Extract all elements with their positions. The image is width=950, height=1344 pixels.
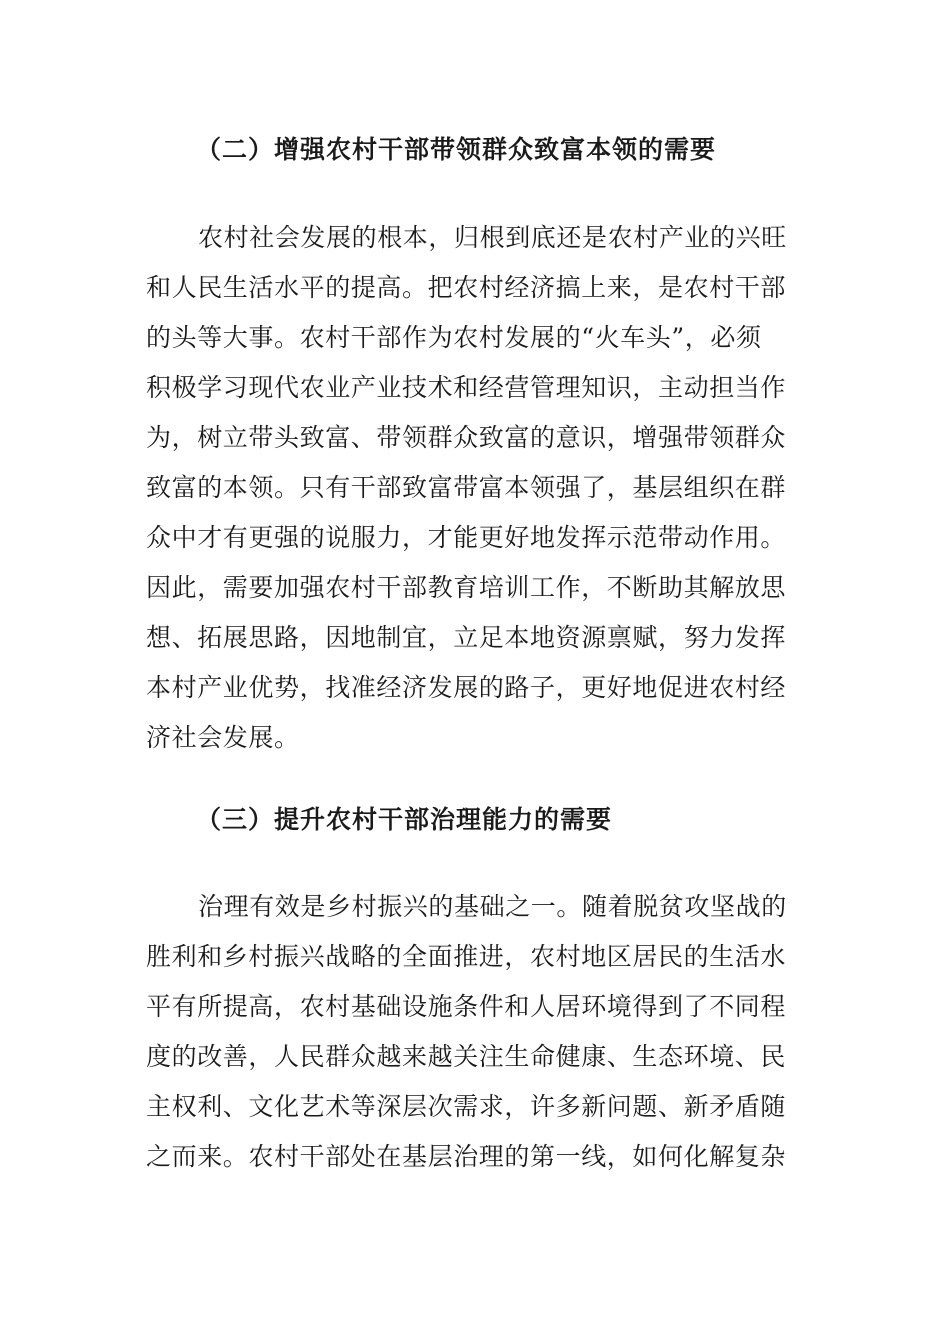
section-2-paragraph (146, 213, 786, 763)
paragraph-line: 因此，需要加强农村干部教育培训工作，不断助其解放思 (146, 573, 787, 602)
paragraph-line: 之而来。农村干部处在基层治理的第一线，如何化解复杂 (146, 1142, 787, 1171)
section-2-heading: （二）增强农村干部带领群众致富本领的需要 (196, 135, 717, 164)
section-3-heading: （三）提升农村干部治理能力的需要 (196, 805, 613, 834)
paragraph-line: 的头等大事。农村干部作为农村发展的“火车头”，必须 (146, 323, 762, 352)
paragraph-line: 胜利和乡村振兴战略的全面推进，农村地区居民的生活水 (146, 942, 787, 971)
paragraph-line: 度的改善，人民群众越来越关注生命健康、生态环境、民 (146, 1042, 787, 1071)
paragraph-line: 主权利、文化艺术等深层次需求，许多新问题、新矛盾随 (146, 1092, 787, 1121)
paragraph-line: 众中才有更强的说服力，才能更好地发挥示范带动作用。 (146, 523, 787, 552)
paragraph-line: 和人民生活水平的提高。把农村经济搞上来，是农村干部 (146, 273, 787, 302)
paragraph-line: 致富的本领。只有干部致富带富本领强了，基层组织在群 (146, 473, 787, 502)
section-3-paragraph (146, 882, 786, 1182)
paragraph-line: 为，树立带头致富、带领群众致富的意识，增强带领群众 (146, 423, 787, 452)
paragraph-line: 济社会发展。 (146, 723, 300, 752)
paragraph-line: 想、拓展思路，因地制宜，立足本地资源禀赋，努力发挥 (146, 623, 787, 652)
paragraph-line: 本村产业优势，找准经济发展的路子，更好地促进农村经 (146, 673, 787, 702)
paragraph-line: 治理有效是乡村振兴的基础之一。随着脱贫攻坚战的 (198, 892, 787, 921)
paragraph-line: 平有所提高，农村基础设施条件和人居环境得到了不同程 (146, 992, 787, 1021)
paragraph-line: 积极学习现代农业产业技术和经营管理知识，主动担当作 (146, 373, 787, 402)
paragraph-line: 农村社会发展的根本，归根到底还是农村产业的兴旺 (198, 223, 787, 252)
